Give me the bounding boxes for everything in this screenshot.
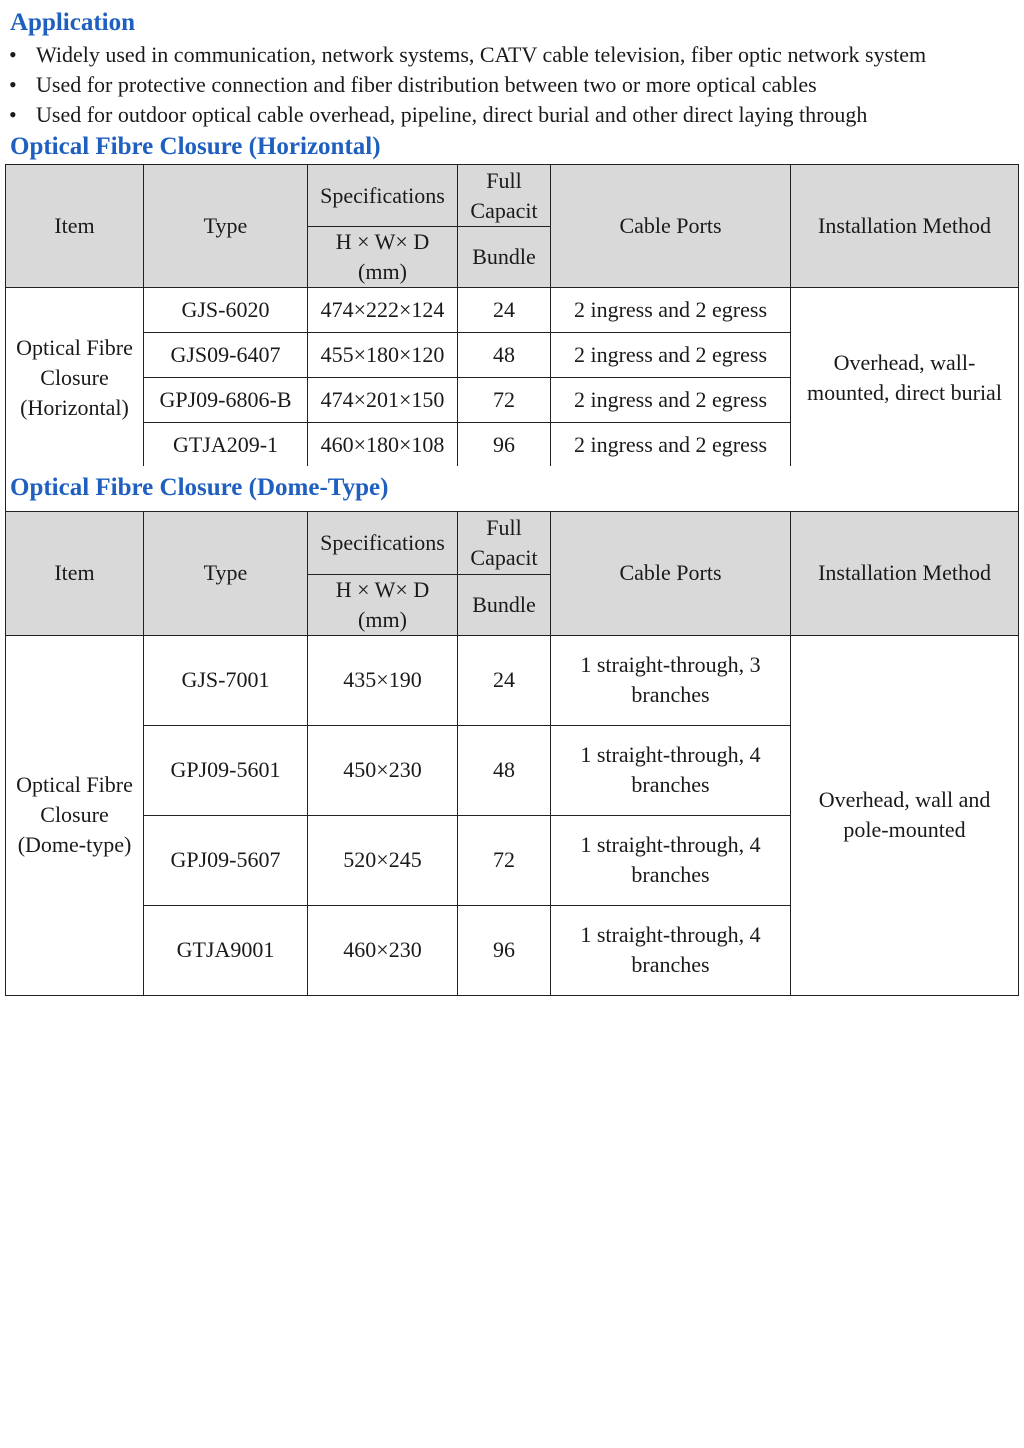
dome-table: [5, 466, 1019, 996]
header-cable-ports: Cable Ports: [551, 165, 791, 288]
application-item: [0, 40, 1024, 70]
installation-cell: Overhead, wall and pole-mounted: [791, 635, 1019, 995]
table-header-row: [6, 511, 1019, 574]
application-item-text: Used for protective connection and fiber distribution between two or more optical cables: [36, 72, 817, 97]
bullet-icon: •: [9, 102, 17, 127]
ports-cell: 2 ingress and 2 egress: [551, 423, 791, 468]
capacity-cell: 72: [458, 378, 551, 423]
header-installation-method: Installation Method: [791, 511, 1019, 635]
type-cell: GTJA9001: [144, 905, 308, 995]
type-cell: GPJ09-5601: [144, 725, 308, 815]
capacity-cell: 96: [458, 423, 551, 468]
table-row: [6, 635, 1019, 725]
spec-cell: 450×230: [308, 725, 458, 815]
horizontal-heading: Optical Fibre Closure (Horizontal): [10, 133, 381, 160]
capacity-cell: 24: [458, 288, 551, 333]
dome-heading: Optical Fibre Closure (Dome-Type): [6, 466, 1019, 511]
ports-cell: 2 ingress and 2 egress: [551, 333, 791, 378]
application-heading: Application: [10, 9, 136, 36]
type-cell: GPJ09-5607: [144, 815, 308, 905]
header-type: Type: [144, 165, 308, 288]
dome-heading-row: [6, 466, 1019, 511]
spec-cell: 520×245: [308, 815, 458, 905]
capacity-cell: 48: [458, 333, 551, 378]
spec-cell: 455×180×120: [308, 333, 458, 378]
header-cable-ports: Cable Ports: [551, 511, 791, 635]
application-item: [0, 100, 1024, 130]
spec-cell: 474×222×124: [308, 288, 458, 333]
capacity-cell: 96: [458, 905, 551, 995]
ports-cell: 1 straight-through, 3 branches: [551, 635, 791, 725]
type-cell: GTJA209-1: [144, 423, 308, 468]
header-full-capacity: Full Capacit: [458, 511, 551, 574]
table-row: [6, 288, 1019, 333]
spec-cell: 460×180×108: [308, 423, 458, 468]
capacity-cell: 48: [458, 725, 551, 815]
header-specifications: Specifications: [308, 165, 458, 227]
header-bundle: Bundle: [458, 574, 551, 635]
header-type: Type: [144, 511, 308, 635]
application-item: [0, 70, 1024, 100]
bullet-icon: •: [9, 42, 17, 67]
header-dimensions: H × W× D (mm): [308, 574, 458, 635]
capacity-cell: 72: [458, 815, 551, 905]
spec-cell: 460×230: [308, 905, 458, 995]
ports-cell: 1 straight-through, 4 branches: [551, 815, 791, 905]
header-dimensions: H × W× D (mm): [308, 227, 458, 288]
application-list: [0, 40, 1024, 130]
header-installation-method: Installation Method: [791, 165, 1019, 288]
spec-cell: 474×201×150: [308, 378, 458, 423]
bullet-icon: •: [9, 72, 17, 97]
capacity-cell: 24: [458, 635, 551, 725]
installation-cell: Overhead, wall-mounted, direct burial: [791, 288, 1019, 468]
header-item: Item: [6, 511, 144, 635]
item-cell: Optical Fibre Closure (Dome-type): [6, 635, 144, 995]
ports-cell: 2 ingress and 2 egress: [551, 378, 791, 423]
header-item: Item: [6, 165, 144, 288]
horizontal-table: [5, 164, 1019, 468]
ports-cell: 1 straight-through, 4 branches: [551, 905, 791, 995]
table-header-row: [6, 165, 1019, 227]
application-item-text: Widely used in communication, network systems, CATV cable television, fiber optic network system: [36, 42, 927, 67]
spec-cell: 435×190: [308, 635, 458, 725]
type-cell: GPJ09-6806-B: [144, 378, 308, 423]
application-item-text: Used for outdoor optical cable overhead, pipeline, direct burial and other direct laying through: [36, 102, 868, 127]
ports-cell: 1 straight-through, 4 branches: [551, 725, 791, 815]
type-cell: GJS09-6407: [144, 333, 308, 378]
type-cell: GJS-6020: [144, 288, 308, 333]
type-cell: GJS-7001: [144, 635, 308, 725]
header-full-capacity: Full Capacit: [458, 165, 551, 227]
ports-cell: 2 ingress and 2 egress: [551, 288, 791, 333]
item-cell: Optical Fibre Closure (Horizontal): [6, 288, 144, 468]
header-specifications: Specifications: [308, 511, 458, 574]
header-bundle: Bundle: [458, 227, 551, 288]
